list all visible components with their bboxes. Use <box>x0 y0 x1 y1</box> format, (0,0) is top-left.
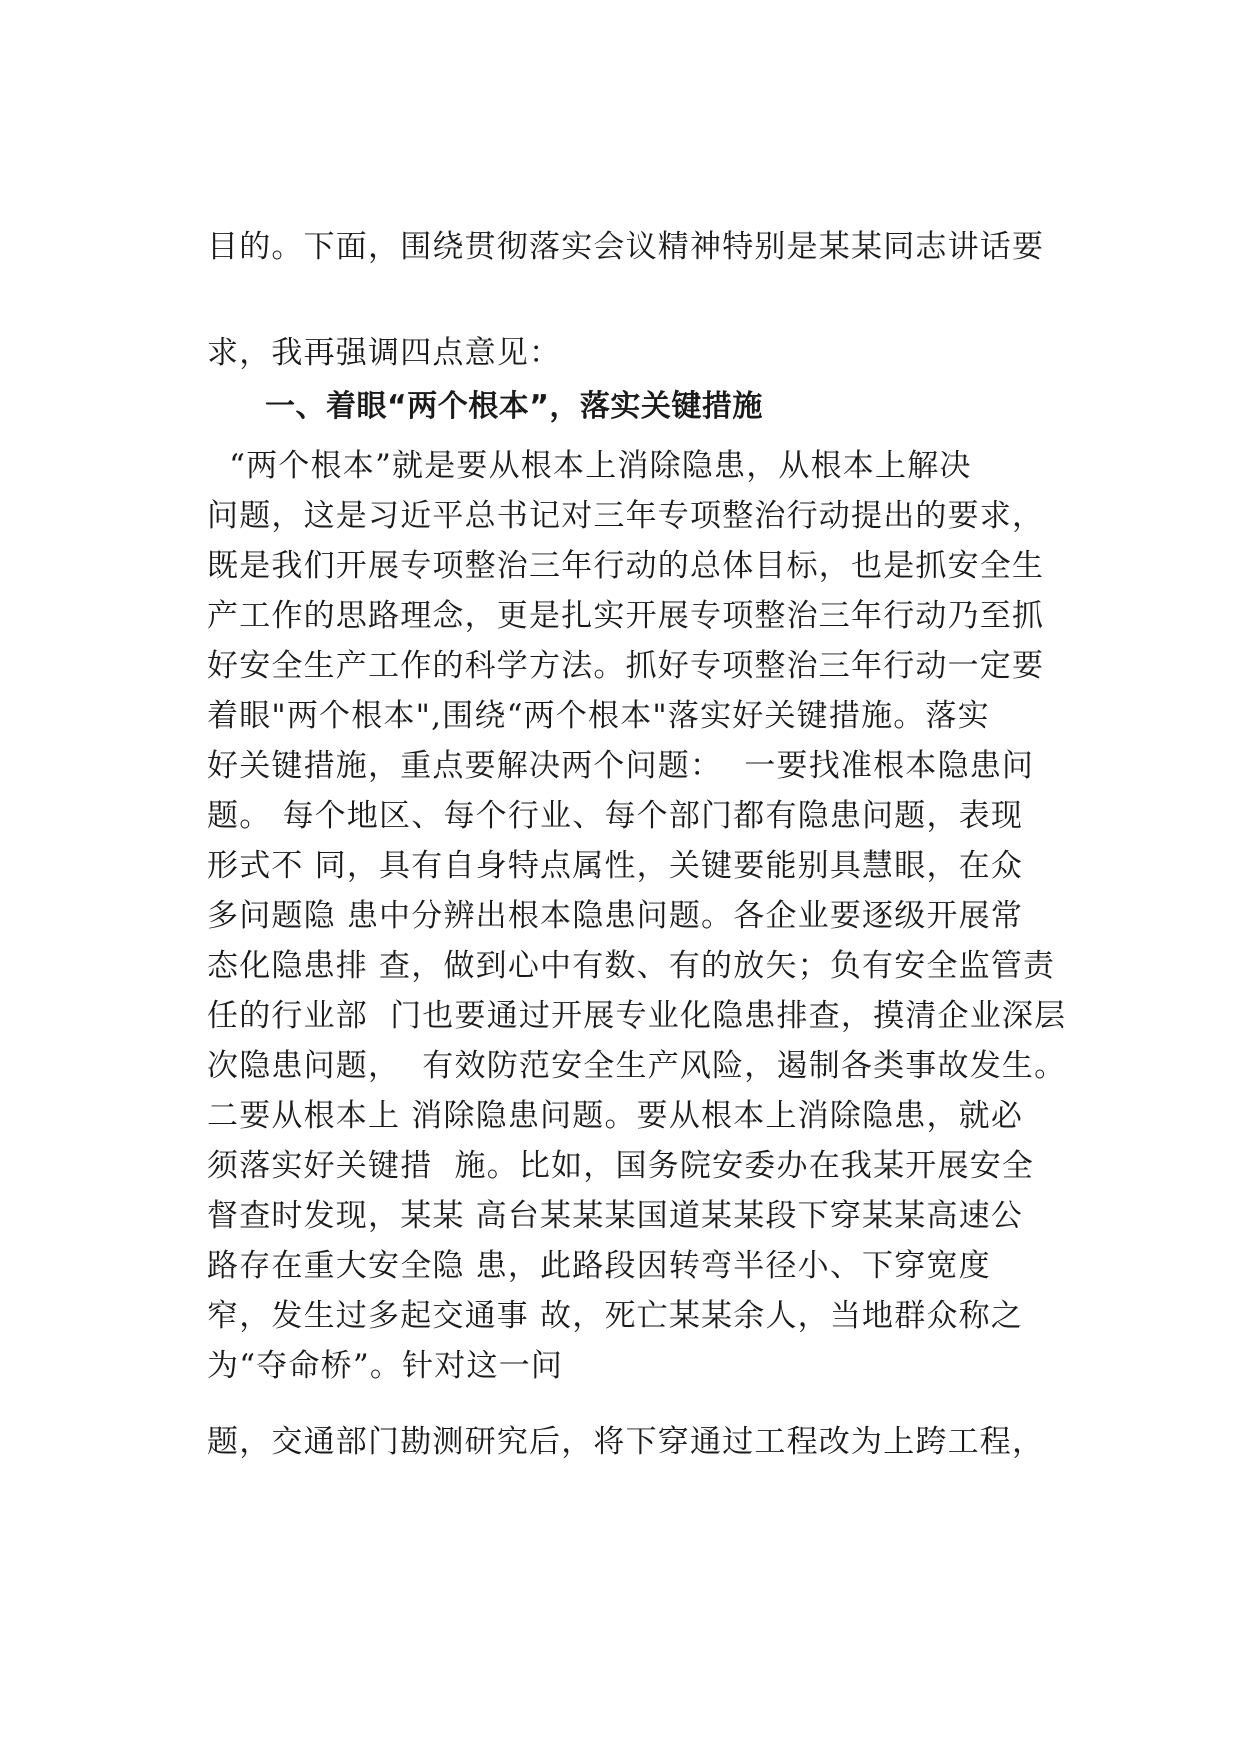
body-line-5: 好安全生产工作的科学方法。抓好专项整治三年行动一定要 <box>207 648 1045 684</box>
body-line-16: 督查时发现，某某 高台某某某国道某某段下穿某某高速公 <box>207 1198 1024 1234</box>
body-line-11: 态化隐患排 查，做到心中有数、有的放矢；负有安全监管责 <box>207 948 1056 984</box>
body-line-1: “两个根本”就是要从根本上消除隐患，从根本上解决 <box>207 448 972 484</box>
body-line-6: 着眼"两个根本",围绕“两个根本"落实好关键措施。落实 <box>207 698 990 734</box>
body-line-12: 任的行业部 门也要通过开展专业化隐患排查，摸清企业深层 <box>207 998 1067 1034</box>
body-line-2: 问题，这是习近平总书记对三年专项整治行动提出的要求， <box>207 498 1045 534</box>
body-line-3: 既是我们开展专项整治三年行动的总体目标，也是抓安全生 <box>207 548 1045 584</box>
body-line-13: 次隐患问题， 有效防范安全生产风险，遏制各类事故发生。 <box>207 1048 1067 1084</box>
body-line-15: 须落实好关键措 施。比如，国务院安委办在我某开展安全 <box>207 1148 1035 1184</box>
body-line-9: 形式不 同，具有自身特点属性，关键要能别具慧眼，在众 <box>207 848 1024 884</box>
section-heading: 一、着眼“两个根本”，落实关键措施 <box>265 389 763 424</box>
body-line-19: 为“夺命桥”。针对这一问 <box>207 1348 564 1384</box>
body-line-14: 二要从根本上 消除隐患问题。要从根本上消除隐患，就必 <box>207 1098 1024 1134</box>
body-line-10: 多问题隐 患中分辨出根本隐患问题。各企业要逐级开展常 <box>207 898 1024 934</box>
body-line-4: 产工作的思路理念，更是扎实开展专项整治三年行动乃至抓 <box>207 598 1045 634</box>
body-line-8: 题。 每个地区、每个行业、每个部门都有隐患问题，表现 <box>207 798 1024 834</box>
intro-line-1: 目的。下面，围绕贯彻落实会议精神特别是某某同志讲话要 <box>207 229 1045 265</box>
intro-line-2: 求，我再强调四点意见： <box>207 335 562 371</box>
tail-line-1: 题，交通部门勘测研究后，将下穿通过工程改为上跨工程， <box>207 1424 1045 1460</box>
body-line-7: 好关键措施，重点要解决两个问题： 一要找准根本隐患问 <box>207 748 1035 784</box>
body-line-18: 窄，发生过多起交通事 故，死亡某某余人，当地群众称之 <box>207 1298 1024 1334</box>
body-line-17: 路存在重大安全隐 患，此路段因转弯半径小、下穿宽度 <box>207 1248 991 1284</box>
